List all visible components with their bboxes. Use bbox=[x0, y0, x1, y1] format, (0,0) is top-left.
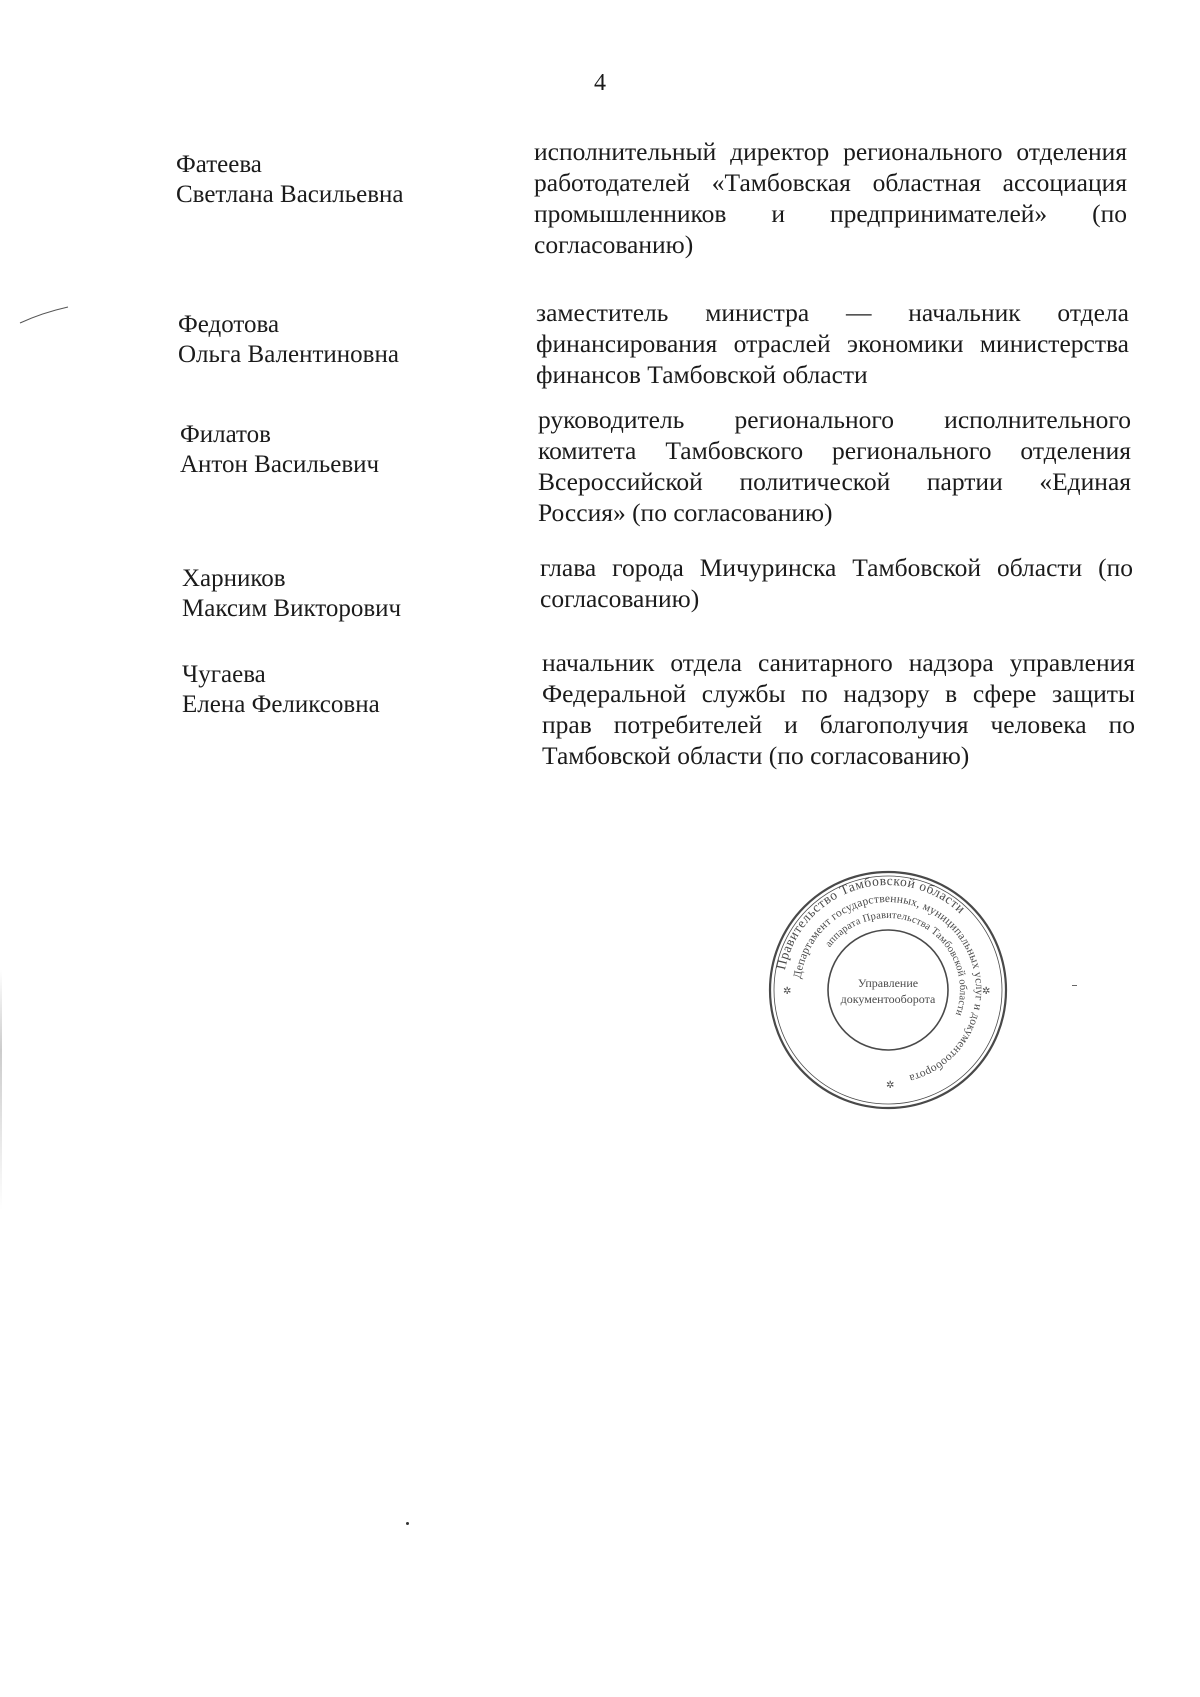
member-name bbox=[178, 310, 399, 370]
scan-edge-shadow bbox=[0, 970, 2, 1210]
member-surname: Фатеева bbox=[176, 151, 262, 178]
member-position: руководитель регионального исполнительного комитета Тамбовского регионального отделения Всероссийской политической партии «Единая Россия» (по согласованию) bbox=[538, 405, 1131, 527]
stamp-outer-ring-text: Правительство Тамбовской области bbox=[773, 872, 969, 972]
member-name bbox=[180, 420, 379, 480]
member-surname: Федотова bbox=[178, 311, 280, 338]
member-given-names: Антон Васильевич bbox=[180, 451, 380, 478]
stamp-star-right: ✲ bbox=[982, 986, 991, 997]
stamp-inner-ring-text: аппарата Правительства Тамбовской области bbox=[823, 909, 969, 1018]
stamp-star-bottom: ✲ bbox=[886, 1080, 895, 1091]
stamp-center-line-2: документооборота bbox=[840, 992, 936, 1006]
pen-stroke-mark bbox=[18, 305, 70, 327]
member-name bbox=[176, 150, 404, 210]
page-number: 4 bbox=[594, 70, 606, 96]
member-given-names: Елена Феликсовна bbox=[182, 691, 380, 718]
member-position: заместитель министра — начальник отдела финансирования отраслей экономики министерства финансов Тамбовской области bbox=[536, 298, 1129, 389]
scan-dust-dot bbox=[406, 1522, 409, 1525]
member-surname: Филатов bbox=[180, 421, 271, 448]
stamp-middle-ring-text: Департамент государственных, муниципальных услуг и документооборота bbox=[791, 892, 986, 1085]
member-given-names: Ольга Валентиновна bbox=[178, 341, 399, 368]
member-name bbox=[182, 564, 401, 624]
member-given-names: Максим Викторович bbox=[182, 595, 402, 622]
member-position: начальник отдела санитарного надзора управления Федеральной службы по надзору в сфере защиты прав потребителей и благополучия человека по Тамбовской области (по согласованию) bbox=[542, 648, 1135, 770]
member-given-names: Светлана Васильевна bbox=[176, 181, 404, 208]
member-position: глава города Мичуринска Тамбовской области (по согласованию) bbox=[540, 553, 1133, 613]
member-surname: Чугаева bbox=[182, 661, 266, 688]
member-position: исполнительный директор регионального отделения работодателей «Тамбовская областная ассоциация промышленников и предпринимателей» (по согласованию) bbox=[534, 137, 1127, 259]
stamp-center-line-1: Управление bbox=[857, 976, 919, 990]
member-surname: Харников bbox=[182, 565, 286, 592]
scan-dust-dash bbox=[1072, 985, 1077, 986]
member-name bbox=[182, 660, 380, 720]
stamp-star-left: ✲ bbox=[783, 986, 792, 997]
official-stamp bbox=[768, 870, 1008, 1110]
